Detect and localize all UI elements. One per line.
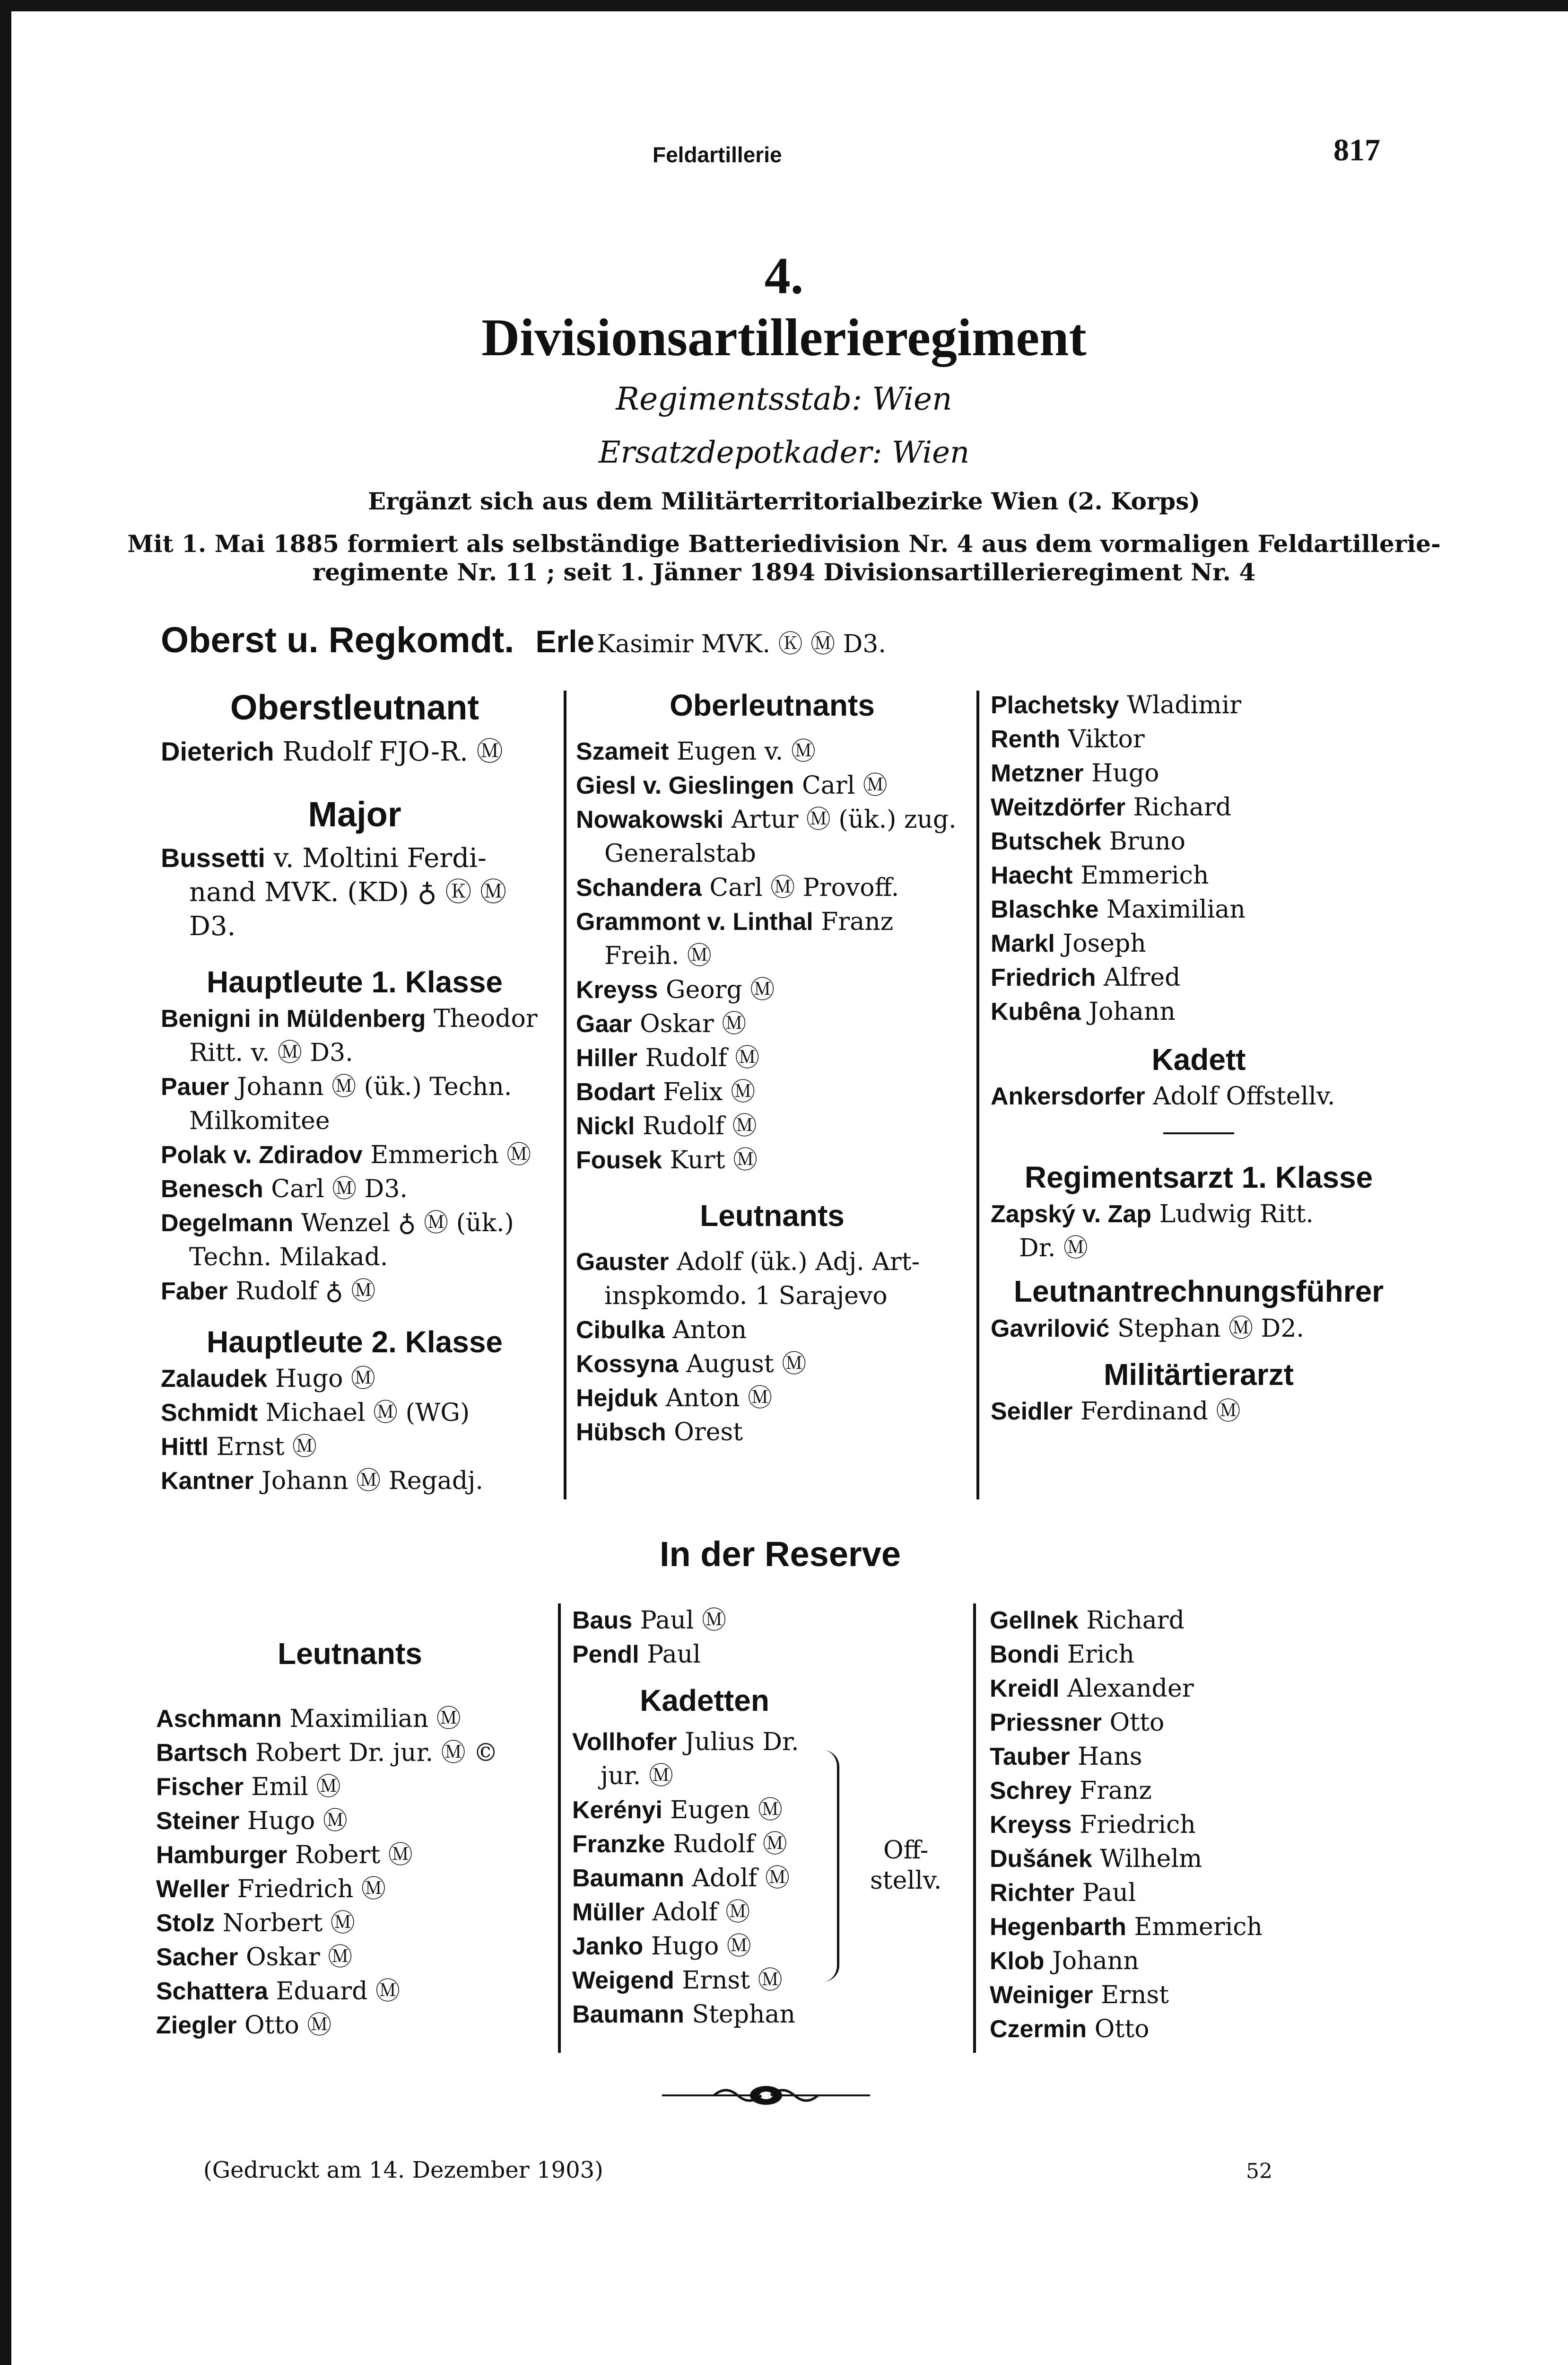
list-item: Gellnek Richard	[990, 1606, 1185, 1635]
list-item: Faber Rudolf ♁ Ⓜ	[161, 1277, 376, 1306]
list-item: Cibulka Anton	[576, 1316, 747, 1345]
heading-oberleutnants: Oberleutnants	[670, 688, 875, 722]
heading-leutnants: Leutnants	[700, 1199, 845, 1233]
list-item: Janko Hugo Ⓜ	[572, 1932, 751, 1961]
regiment-title: Divisionsartillerieregiment	[481, 308, 1087, 367]
list-item: Degelmann Wenzel ♁ Ⓜ (ük.) Techn. Milakad.	[161, 1209, 514, 1272]
list-item: Fousek Kurt Ⓜ	[576, 1146, 758, 1175]
list-item: Kreyss Georg Ⓜ	[576, 976, 775, 1005]
section-rule	[1163, 1132, 1234, 1134]
list-item: Aschmann Maximilian Ⓜ	[156, 1705, 461, 1734]
heading-kadetten: Kadetten	[640, 1683, 769, 1717]
commander-details: Kasimir MVK. Ⓚ Ⓜ D3.	[597, 630, 886, 658]
list-item: Markl Joseph	[991, 929, 1146, 958]
scan-edge-top	[0, 0, 1568, 11]
list-item: Kubêna Johann	[991, 998, 1176, 1026]
depot-cadre: Ersatzdepotkader: Wien	[598, 435, 970, 470]
list-item: Baus Paul Ⓜ	[572, 1606, 726, 1635]
offstellv-bracket	[823, 1750, 839, 1982]
list-item: Benesch Carl Ⓜ D3.	[161, 1175, 408, 1204]
list-item: Blaschke Maximilian	[991, 895, 1246, 924]
heading-kadett: Kadett	[1151, 1042, 1246, 1077]
heading-militaertierarzt: Militärtierarzt	[1104, 1357, 1294, 1392]
list-item: Kerényi Eugen Ⓜ	[572, 1796, 783, 1825]
sheet-number: 52	[1246, 2159, 1272, 2183]
column-3	[991, 688, 1407, 1428]
history-line-2: regimente Nr. 11 ; seit 1. Jänner 1894 Divisionsartillerieregiment Nr. 4	[312, 558, 1256, 586]
list-item: Baumann Stephan	[572, 2000, 796, 2029]
list-item: Franzke Rudolf Ⓜ	[572, 1830, 787, 1859]
reserve-column-3	[990, 1603, 1415, 2046]
list-item: Fischer Emil Ⓜ	[156, 1773, 341, 1802]
list-item: Priessner Otto	[990, 1708, 1165, 1737]
list-item: Schandera Carl Ⓜ Provoff.	[576, 874, 899, 902]
list-item: Renth Viktor	[991, 725, 1145, 753]
list-item: Kantner Johann Ⓜ Regadj.	[161, 1467, 483, 1496]
list-item: Schattera Eduard Ⓜ	[156, 1977, 400, 2006]
list-item: Dieterich Rudolf FJO-R. Ⓜ	[161, 736, 503, 767]
column-1	[161, 686, 549, 1498]
heading-regimentsarzt: Regimentsarzt 1. Klasse	[1024, 1160, 1373, 1195]
list-item: Pauer Johann Ⓜ (ük.) Techn. Milkomitee	[161, 1073, 512, 1136]
list-item: Gaar Oskar Ⓜ	[576, 1010, 747, 1039]
list-item: Plachetsky Wladimir	[991, 691, 1242, 719]
list-item: Hegenbarth Emmerich	[990, 1913, 1263, 1941]
list-item: Tauber Hans	[990, 1743, 1142, 1771]
list-item: Bodart Felix Ⓜ	[576, 1078, 756, 1107]
list-item: Schmidt Michael Ⓜ (WG)	[161, 1399, 470, 1428]
commander-rank: Oberst u. Regkomdt.	[161, 620, 514, 660]
list-item: Ziegler Otto Ⓜ	[156, 2011, 332, 2040]
regiment-number: 4.	[764, 247, 804, 305]
commander-name: Erle	[535, 624, 595, 659]
column-divider-2	[976, 691, 979, 1499]
reserve-divider-2	[973, 1603, 976, 2053]
running-title: Feldartillerie	[653, 142, 782, 167]
list-item: Zapský v. Zap Ludwig Ritt. Dr. Ⓜ	[991, 1200, 1314, 1263]
list-item: Polak v. Zdiradov Emmerich Ⓜ	[161, 1141, 531, 1170]
list-item: Pendl Paul	[572, 1640, 701, 1669]
list-item: Weigend Ernst Ⓜ	[572, 1966, 783, 1995]
list-item: Weitzdörfer Richard	[991, 793, 1232, 822]
recruitment-note: Ergänzt sich aus dem Militärterritorialbezirke Wien (2. Korps)	[367, 487, 1200, 515]
print-date: (Gedruckt am 14. Dezember 1903)	[203, 2157, 603, 2183]
list-item: Benigni in Müldenberg Theodor Ritt. v. Ⓜ D3.	[161, 1005, 538, 1068]
column-2	[576, 686, 968, 1449]
reserve-divider-1	[558, 1603, 561, 2053]
list-item: Hiller Rudolf Ⓜ	[576, 1044, 760, 1073]
list-item: Zalaudek Hugo Ⓜ	[161, 1365, 375, 1393]
list-item: Sacher Oskar Ⓜ	[156, 1943, 353, 1972]
list-item: Kreidl Alexander	[990, 1674, 1194, 1703]
column-divider-1	[564, 691, 566, 1499]
list-item: Richter Paul	[990, 1879, 1136, 1907]
list-item: Bussetti v. Moltini Ferdi- nand MVK. (KD) ♁ Ⓚ Ⓜ D3.	[161, 843, 507, 942]
list-item: Giesl v. Gieslingen Carl Ⓜ	[576, 771, 888, 800]
list-item: Bondi Erich	[990, 1640, 1134, 1669]
list-item: Gauster Adolf (ük.) Adj. Art- inspkomdo. 1 Sarajevo	[576, 1248, 920, 1311]
list-item: Butschek Bruno	[991, 827, 1185, 856]
offstellv-label: Off- stellv.	[870, 1836, 942, 1895]
list-item: Müller Adolf Ⓜ	[572, 1898, 750, 1927]
list-item: Kreyss Friedrich	[990, 1811, 1196, 1839]
reserve-column-2	[572, 1603, 969, 2032]
list-item: Baumann Adolf Ⓜ	[572, 1864, 790, 1893]
heading-hauptleute-1: Hauptleute 1. Klasse	[207, 965, 503, 999]
list-item: Steiner Hugo Ⓜ	[156, 1807, 348, 1836]
heading-leutnantrechnungsfuehrer: Leutnantrechnungsführer	[1013, 1274, 1384, 1309]
ornament-divider	[662, 2081, 870, 2110]
commander-line	[161, 620, 886, 661]
list-item: Ankersdorfer Adolf Offstellv.	[991, 1082, 1335, 1111]
list-item: Szameit Eugen v. Ⓜ	[576, 737, 816, 766]
list-item: Klob Johann	[990, 1947, 1139, 1975]
reserve-column-1	[156, 1634, 544, 2042]
list-item: Nowakowski Artur Ⓜ (ük.) zug. Generalstab	[576, 806, 957, 868]
list-item: Czermin Otto	[990, 2015, 1150, 2043]
list-item: Gavrilović Stephan Ⓜ D2.	[991, 1314, 1304, 1343]
page-number: 817	[1333, 133, 1380, 167]
heading-major: Major	[308, 794, 401, 834]
heading-hauptleute-2: Hauptleute 2. Klasse	[207, 1325, 503, 1359]
list-item: Weiniger Ernst	[990, 1981, 1169, 2009]
list-item: Seidler Ferdinand Ⓜ	[991, 1397, 1241, 1426]
list-item: Vollhofer Julius Dr. jur. Ⓜ	[572, 1728, 799, 1791]
regiment-staff: Regimentsstab: Wien	[616, 381, 952, 417]
list-item: Dušánek Wilhelm	[990, 1845, 1202, 1873]
list-item: Grammont v. Linthal Franz Freih. Ⓜ	[576, 908, 894, 971]
heading-reserve: In der Reserve	[659, 1534, 901, 1574]
list-item: Stolz Norbert Ⓜ	[156, 1909, 355, 1938]
list-item: Hittl Ernst Ⓜ	[161, 1433, 317, 1462]
list-item: Friedrich Alfred	[991, 964, 1181, 992]
list-item: Bartsch Robert Dr. jur. Ⓜ ©	[156, 1739, 498, 1768]
list-item: Hamburger Robert Ⓜ	[156, 1841, 413, 1870]
list-item: Hübsch Orest	[576, 1418, 743, 1447]
list-item: Kossyna August Ⓜ	[576, 1350, 807, 1379]
list-item: Nickl Rudolf Ⓜ	[576, 1112, 757, 1141]
list-item: Haecht Emmerich	[991, 861, 1209, 890]
history-line-1: Mit 1. Mai 1885 formiert als selbständige Batteriedivision Nr. 4 aus dem vormaligen Feldartillerie-	[127, 530, 1441, 558]
heading-oberstleutnant: Oberstleutnant	[230, 688, 479, 727]
list-item: Metzner Hugo	[991, 759, 1159, 788]
list-item: Schrey Franz	[990, 1777, 1152, 1805]
list-item: Hejduk Anton Ⓜ	[576, 1384, 773, 1413]
list-item: Weller Friedrich Ⓜ	[156, 1875, 386, 1904]
heading-reserve-leutnants: Leutnants	[278, 1637, 422, 1671]
